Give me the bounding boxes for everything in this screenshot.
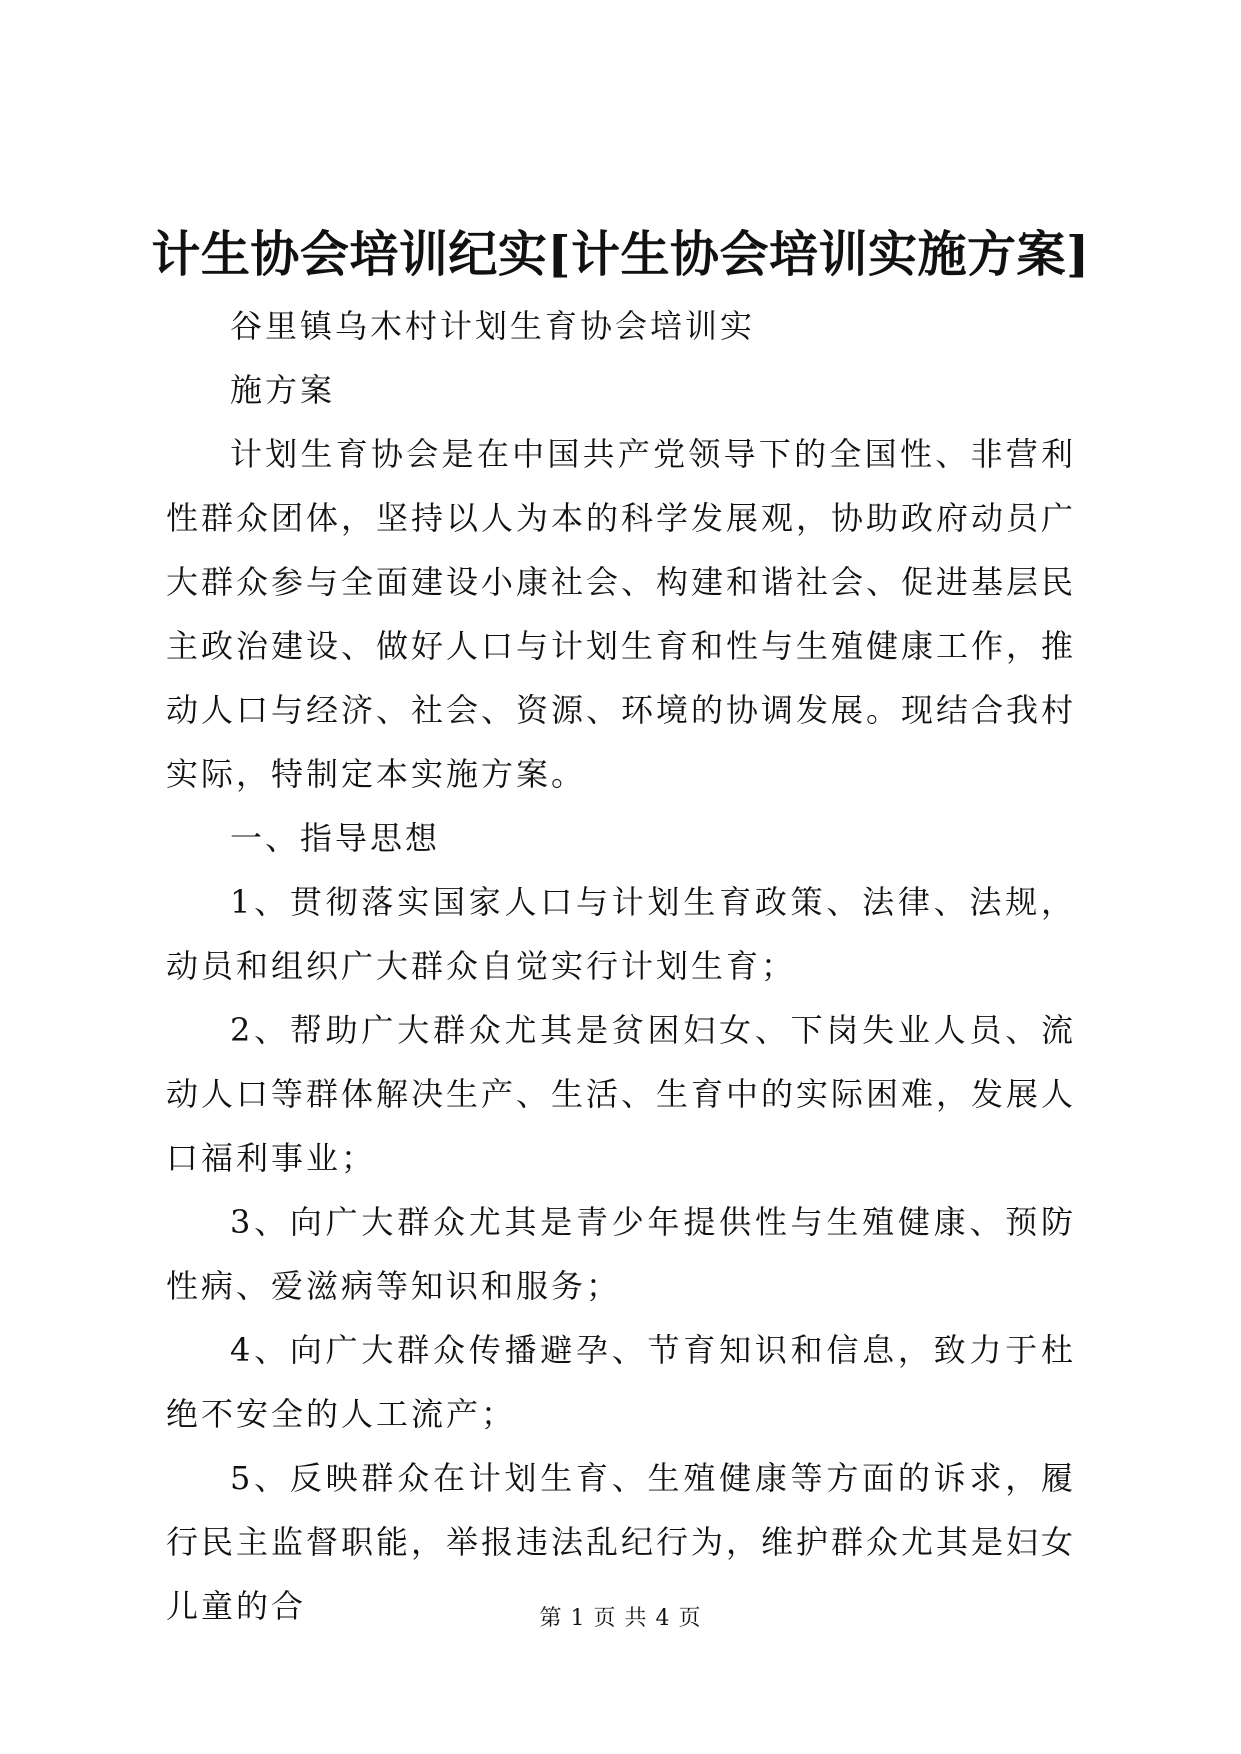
list-item: 4、向广大群众传播避孕、节育知识和信息，致力于杜绝不安全的人工流产；	[166, 1331, 1076, 1433]
page-footer: 第 1 页 共 4 页	[539, 1606, 702, 1631]
list-item: 3、向广大群众尤其是青少年提供性与生殖健康、预防性病、爱滋病等知识和服务；	[166, 1203, 1076, 1305]
paragraph: 施方案	[230, 371, 336, 409]
list-item: 2、帮助广大群众尤其是贫困妇女、下岗失业人员、流动人口等群体解决生产、生活、生育中的实际困难，发展人口福利事业；	[166, 1011, 1077, 1177]
document-body	[166, 294, 1076, 1638]
section-heading: 一、指导思想	[230, 819, 441, 857]
paragraph: 计划生育协会是在中国共产党领导下的全国性、非营利性群众团体，坚持以人为本的科学发展观，协助政府动员广大群众参与全面建设小康社会、构建和谐社会、促进基层民主政治建设、做好人口与计划生育和性与生殖健康工作，推动人口与经济、社会、资源、环境的协调发展。现结合我村实际，特制定本实施方案。	[166, 435, 1077, 793]
list-item: 5、反映群众在计划生育、生殖健康等方面的诉求，履行民主监督职能，举报违法乱纪行为，维护群众尤其是妇女儿童的合	[166, 1459, 1077, 1625]
document-title: 计生协会培训纪实[计生协会培训实施方案]	[151, 225, 1090, 283]
paragraph: 谷里镇乌木村计划生育协会培训实	[230, 307, 756, 345]
list-item: 1、贯彻落实国家人口与计划生育政策、法律、法规，动员和组织广大群众自觉实行计划生育；	[166, 883, 1076, 985]
